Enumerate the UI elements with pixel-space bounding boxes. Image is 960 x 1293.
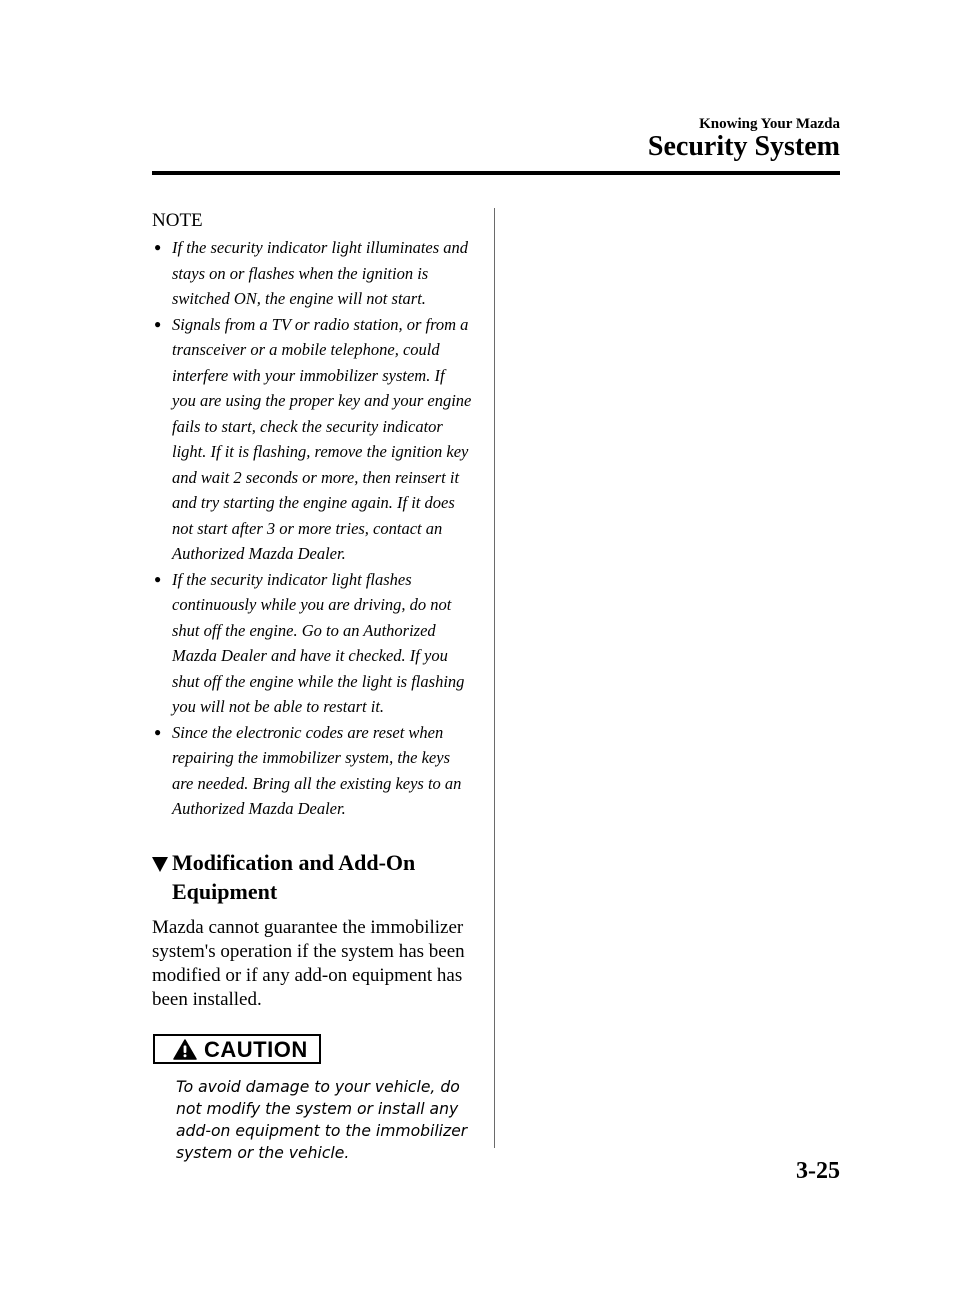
section-heading [152, 848, 472, 906]
note-item-text: If the security indicator light flashes continuously while you are driving, do not shut off the engine. Go to an Authorized Mazda Dealer and have it checked. If you shut off the engine while the light is flashing you will not be able to restart it. [172, 569, 465, 716]
note-label: NOTE [152, 210, 203, 231]
note-item [152, 720, 472, 822]
note-list [152, 235, 472, 822]
note-item [152, 235, 472, 312]
header-rule [152, 171, 840, 175]
note-item-text: Since the electronic codes are reset when repairing the immobilizer system, the keys are needed. Bring all the existing keys to an Authorized Mazda Dealer. [172, 722, 462, 818]
triangle-down-icon [152, 857, 168, 872]
note-item-text: Signals from a TV or radio station, or from a transceiver or a mobile telephone, could interfere with your immobilizer system. If you are using the proper key and your engine fails to start, check the security indicator light. If it is flashing, remove the ignition key and wait 2 seconds or more, then reinsert it and try starting the engine again. If it does not start after 3 or more tries, contact an Authorized Mazda Dealer. [172, 314, 472, 563]
page-title: Security System [647, 131, 840, 162]
caution-text: To avoid damage to your vehicle, do not modify the system or install any add-on equipment to the immobilizer system or the vehicle. [176, 1077, 468, 1162]
bullet-icon: ● [154, 316, 162, 331]
caution-box [153, 1034, 321, 1064]
bullet-icon: ● [154, 571, 162, 586]
header-section-label: Knowing Your Mazda [699, 116, 840, 132]
warning-icon [173, 1039, 197, 1060]
section-heading-text: Modification and Add-On Equipment [172, 849, 416, 904]
note-item [152, 312, 472, 567]
bullet-icon: ● [154, 240, 162, 254]
caution-label: CAUTION [204, 1036, 308, 1062]
page-number: 3-25 [796, 1158, 840, 1184]
left-column [152, 208, 472, 1164]
section-body: Mazda cannot guarantee the immobilizer system's operation if the system has been modified or if any add-on equipment has been installed. [152, 916, 465, 1010]
note-item [152, 567, 472, 720]
bullet-icon: ● [154, 724, 162, 739]
note-item-text: If the security indicator light illuminates and stays on or flashes when the ignition is switched ON, the engine will not start. [172, 238, 469, 308]
column-divider [494, 208, 495, 1148]
